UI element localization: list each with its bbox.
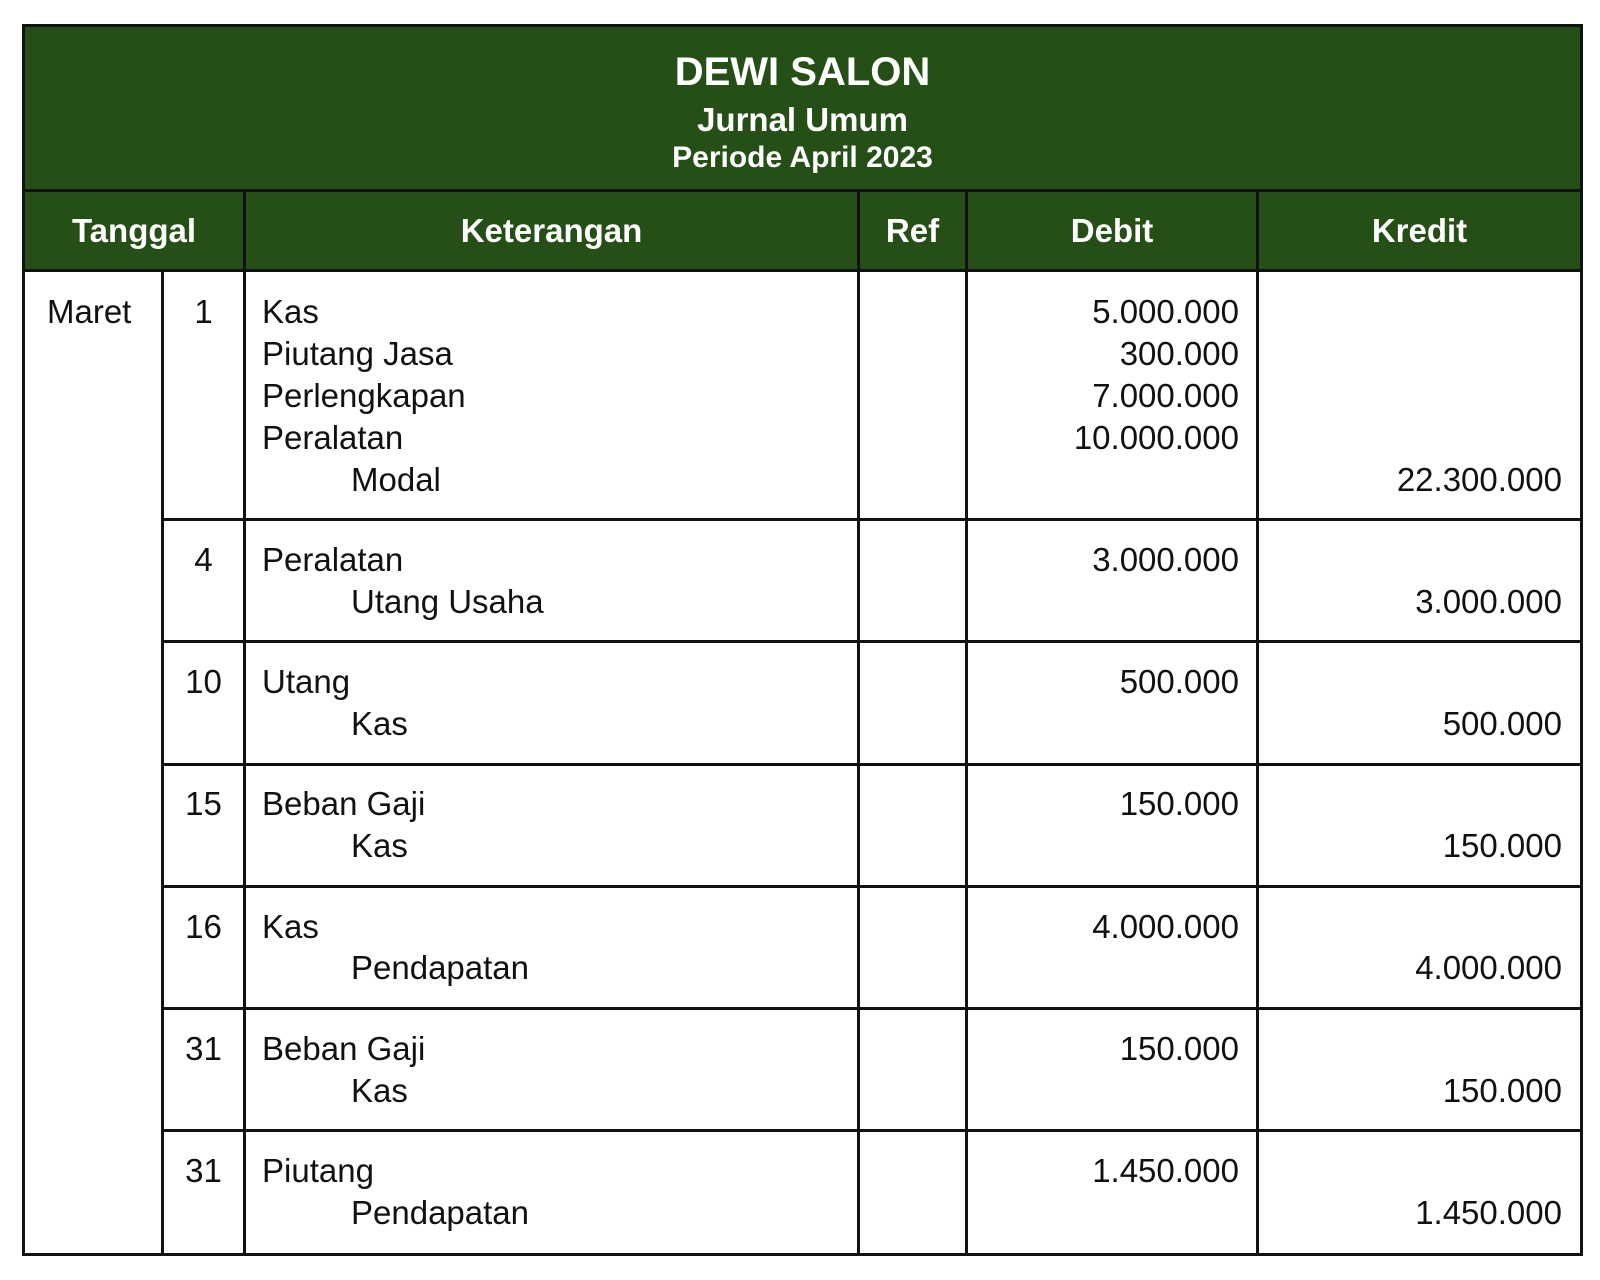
column-divider	[243, 272, 246, 1256]
journal-period: Periode April 2023	[672, 141, 933, 174]
entry-account: Beban Gaji	[262, 1029, 426, 1067]
entry-account: Piutang Jasa	[262, 335, 453, 373]
row-divider	[161, 1129, 1580, 1132]
entry-kredit: 150.000	[1442, 1071, 1562, 1109]
entry-account: Kas	[262, 907, 319, 945]
header-ref: Ref	[885, 212, 940, 249]
entry-day: 15	[185, 785, 222, 823]
entry-account: Beban Gaji	[262, 785, 426, 823]
entry-day: 31	[185, 1029, 222, 1067]
entry-debit: 150.000	[1119, 1029, 1239, 1067]
entry-debit: 150.000	[1119, 785, 1239, 823]
entry-account: Piutang	[262, 1152, 374, 1190]
entry-account: Modal	[351, 460, 441, 498]
title-block	[25, 27, 1580, 192]
row-divider	[161, 518, 1580, 521]
entry-debit: 300.000	[1119, 335, 1239, 373]
entry-debit: 3.000.000	[1092, 541, 1239, 578]
entry-kredit: 1.450.000	[1415, 1193, 1562, 1231]
header-divider	[965, 192, 968, 269]
entry-kredit: 150.000	[1442, 827, 1562, 865]
month-label: Maret	[47, 293, 132, 330]
entry-day: 10	[185, 663, 222, 701]
header-divider	[1256, 192, 1259, 269]
entry-day: 16	[185, 907, 222, 945]
row-divider	[161, 885, 1580, 888]
entry-account: Kas	[262, 293, 319, 331]
header-keterangan: Keterangan	[460, 212, 643, 249]
entry-account: Utang	[262, 663, 351, 701]
header-kredit: Kredit	[1371, 212, 1468, 249]
entry-account: Kas	[351, 705, 408, 743]
entry-account: Pendapatan	[351, 1193, 530, 1231]
journal-table	[22, 24, 1583, 1256]
entry-account: Kas	[351, 1071, 408, 1109]
column-header-row	[25, 192, 1580, 272]
entry-account: Pendapatan	[351, 949, 530, 987]
entry-kredit: 3.000.000	[1415, 582, 1562, 620]
header-divider	[857, 192, 860, 269]
header-tanggal: Tanggal	[71, 212, 197, 249]
company-name: DEWI SALON	[674, 50, 931, 94]
entry-debit: 1.450.000	[1092, 1152, 1239, 1190]
entry-debit: 7.000.000	[1092, 376, 1239, 414]
entry-kredit: 4.000.000	[1415, 949, 1562, 987]
entry-day: 31	[185, 1152, 222, 1190]
column-divider	[161, 272, 164, 1256]
header-debit: Debit	[1070, 212, 1154, 249]
entry-account: Peralatan	[262, 541, 404, 578]
column-divider	[965, 272, 968, 1256]
entry-kredit: 22.300.000	[1396, 460, 1562, 498]
journal-title: Jurnal Umum	[697, 101, 908, 138]
entry-kredit: 500.000	[1442, 705, 1562, 743]
entry-account: Kas	[351, 827, 408, 865]
entry-account: Perlengkapan	[262, 376, 466, 414]
header-divider	[243, 192, 246, 269]
entry-account: Utang Usaha	[351, 582, 544, 620]
entry-day: 4	[194, 541, 213, 578]
column-divider	[1256, 272, 1259, 1256]
row-divider	[161, 1007, 1580, 1010]
entry-debit: 5.000.000	[1092, 293, 1239, 331]
row-divider	[161, 763, 1580, 766]
entry-debit: 10.000.000	[1073, 418, 1239, 456]
entry-account: Peralatan	[262, 418, 404, 456]
entry-debit: 4.000.000	[1092, 907, 1239, 945]
row-divider	[161, 640, 1580, 643]
entry-day: 1	[194, 293, 213, 331]
entry-debit: 500.000	[1119, 663, 1239, 701]
column-divider	[857, 272, 860, 1256]
